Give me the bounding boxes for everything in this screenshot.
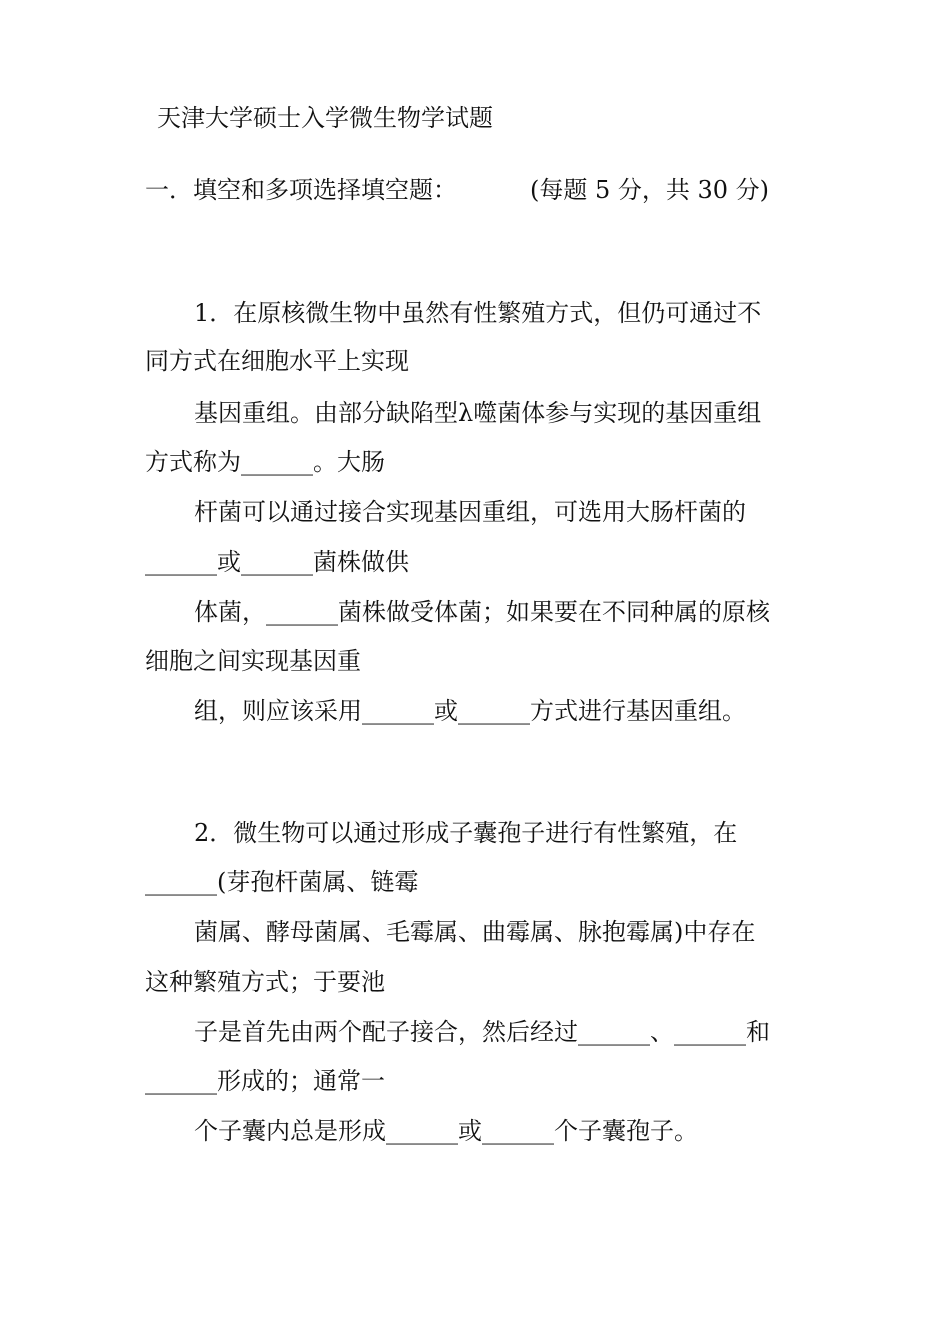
question-2-line-1: 2．微生物可以通过形成子囊孢子进行有性繁殖，在	[194, 819, 738, 847]
question-2-line-5: 子是首先由两个配子接合，然后经过______、______和	[194, 1018, 770, 1046]
question-1-line-6: ______或______菌株做供	[145, 548, 409, 576]
section-heading	[145, 172, 770, 208]
question-1-line-2: 同方式在细胞水平上实现	[145, 347, 409, 375]
question-1-line-7: 体菌，______菌株做受体菌；如果要在不同种属的原核	[194, 598, 770, 626]
question-2-line-3: 菌属、酵母菌属、毛霉属、曲霉属、脉抱霉属)中存在	[194, 918, 756, 946]
question-1-line-1: 1．在原核微生物中虽然有性繁殖方式，但仍可通过不	[194, 299, 762, 327]
question-1-line-9: 组，则应该采用______或______方式进行基因重组。	[194, 697, 746, 725]
question-1-line-4: 方式称为______。大肠	[145, 448, 385, 476]
question-1-line-3: 基因重组。由部分缺陷型λ噬菌体参与实现的基因重组	[194, 399, 762, 427]
question-2-line-2: ______(芽孢杆菌属、链霉	[145, 868, 419, 896]
question-2-line-4: 这种繁殖方式；于要池	[145, 968, 385, 996]
question-2-line-7: 个子囊内总是形成______或______个子囊孢子。	[194, 1117, 698, 1145]
section-score-note: (每题 5 分，共 30 分)	[530, 176, 770, 204]
question-1-line-8: 细胞之间实现基因重	[145, 647, 361, 675]
document-title: 天津大学硕士入学微生物学试题	[157, 104, 493, 132]
question-2-line-6: ______形成的；通常一	[145, 1067, 385, 1095]
question-1-line-5: 杆菌可以通过接合实现基因重组，可选用大肠杆菌的	[194, 498, 746, 526]
section-heading-text: 一．填空和多项选择填空题：	[145, 176, 457, 204]
